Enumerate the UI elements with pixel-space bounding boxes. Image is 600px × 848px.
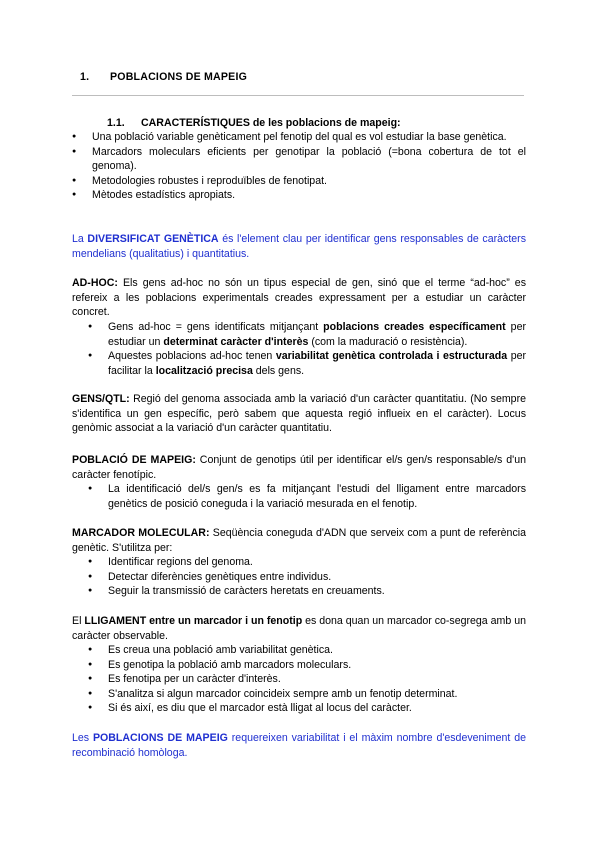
section-number: 1. (80, 71, 90, 83)
text: és l'element clau per identificar gens responsables de caràcters mendelians (qualitatius) i quantitatius. (72, 233, 526, 260)
text: Seqüència coneguda d'ADN que serveix com a punt de referència genètic. S'utilitza per: (72, 527, 526, 554)
subsection-number: 1.1. (107, 117, 125, 129)
list-item: ● Es creua una població amb variabilitat genètica. (88, 643, 526, 658)
bold-term: POBLACIONS DE MAPEIG (92, 732, 228, 744)
list-item: ● Si és així, es diu que el marcador està lligat al locus del caràcter. (88, 701, 526, 716)
list-item: ● La identificació del/s gen/s es fa mitjançant l'estudi del lligament entre marcadors genètics de posició coneguda i la variació mesurada en el fenotip. (88, 482, 526, 511)
text: Conjunt de genotips útil per identificar el/s gen/s responsable/s d'un caràcter fenotípic. (72, 454, 526, 481)
marcador-list (88, 555, 526, 599)
term-label: GENS/QTL: (72, 393, 130, 405)
bold-term: LLIGAMENT entre un marcador i un fenotip (84, 615, 303, 627)
lligament-paragraph (72, 614, 526, 643)
bold-term: DIVERSIFICAT GENÈTICA (87, 233, 219, 245)
text: Els gens ad-hoc no són un tipus especial de gen, sinó que el terme “ad-hoc” es refereix a les poblacions experimentals creades expressament per a estudiar un caràcter concret. (72, 277, 526, 319)
poblacio-list (88, 482, 526, 511)
list-item: ● Gens ad-hoc = gens identificats mitjançant poblacions creades específicament per estudiar un determinat caràcter d'interès (com la maduració o resistència). (88, 320, 526, 349)
adhoc-list (88, 320, 526, 378)
text: El (72, 615, 85, 627)
list-item: ● Es genotipa la població amb marcadors moleculars. (88, 658, 526, 673)
text: Regió del genoma associada amb la variació d'un caràcter quantitatiu. (No sempre s'identifica un gen específic, però sabem que aquesta regió influeix en el caràcter). Locus genòmic associat a la variació d'un caràcter quantitatiu. (72, 393, 526, 435)
list-item: ● Mètodes estadístics apropiats. (72, 188, 526, 203)
section-title: POBLACIONS DE MAPEIG (110, 71, 248, 83)
list-item: ● Detectar diferències genètiques entre individus. (88, 570, 526, 585)
list-item: ● S'analitza si algun marcador coincideix sempre amb un fenotip determinat. (88, 687, 526, 702)
term-label: POBLACIÓ DE MAPEIG: (72, 454, 196, 466)
list-item: ● Identificar regions del genoma. (88, 555, 526, 570)
text: La (72, 233, 88, 245)
list-item: ● Una població variable genèticament pel fenotip del qual es vol estudiar la base genètica. (72, 130, 526, 145)
marcador-paragraph (72, 526, 526, 555)
list-item: ● Seguir la transmissió de caràcters heretats en creuaments. (88, 584, 526, 599)
term-label: AD-HOC: (72, 277, 118, 289)
list-item: ● Es fenotipa per un caràcter d'interès. (88, 672, 526, 687)
list-item: ● Marcadors moleculars eficients per genotipar la població (=bona cobertura de tot el genoma). (72, 145, 526, 174)
gens-paragraph (72, 392, 526, 436)
diversity-paragraph (72, 232, 526, 261)
text: Les (72, 732, 93, 744)
characteristics-list (72, 130, 526, 203)
subsection-title: CARACTERÍSTIQUES de les poblacions de mapeig: (141, 117, 401, 129)
section-heading (80, 70, 247, 85)
final-paragraph (72, 731, 526, 760)
heading-divider (72, 95, 524, 96)
adhoc-paragraph (72, 276, 526, 320)
subsection-heading (107, 116, 401, 131)
term-label: MARCADOR MOLECULAR: (72, 527, 210, 539)
text: es dona quan un marcador co-segrega amb un caràcter observable. (72, 615, 526, 642)
lligament-list (88, 643, 526, 716)
poblacio-paragraph (72, 453, 526, 482)
list-item: ● Aquestes poblacions ad-hoc tenen variabilitat genètica controlada i estructurada per facilitar la localització precisa dels gens. (88, 349, 526, 378)
list-item: ● Metodologies robustes i reproduïbles de fenotipat. (72, 174, 526, 189)
text: requereixen variabilitat i el màxim nombre d'esdeveniment de recombinació homòloga. (72, 732, 526, 759)
